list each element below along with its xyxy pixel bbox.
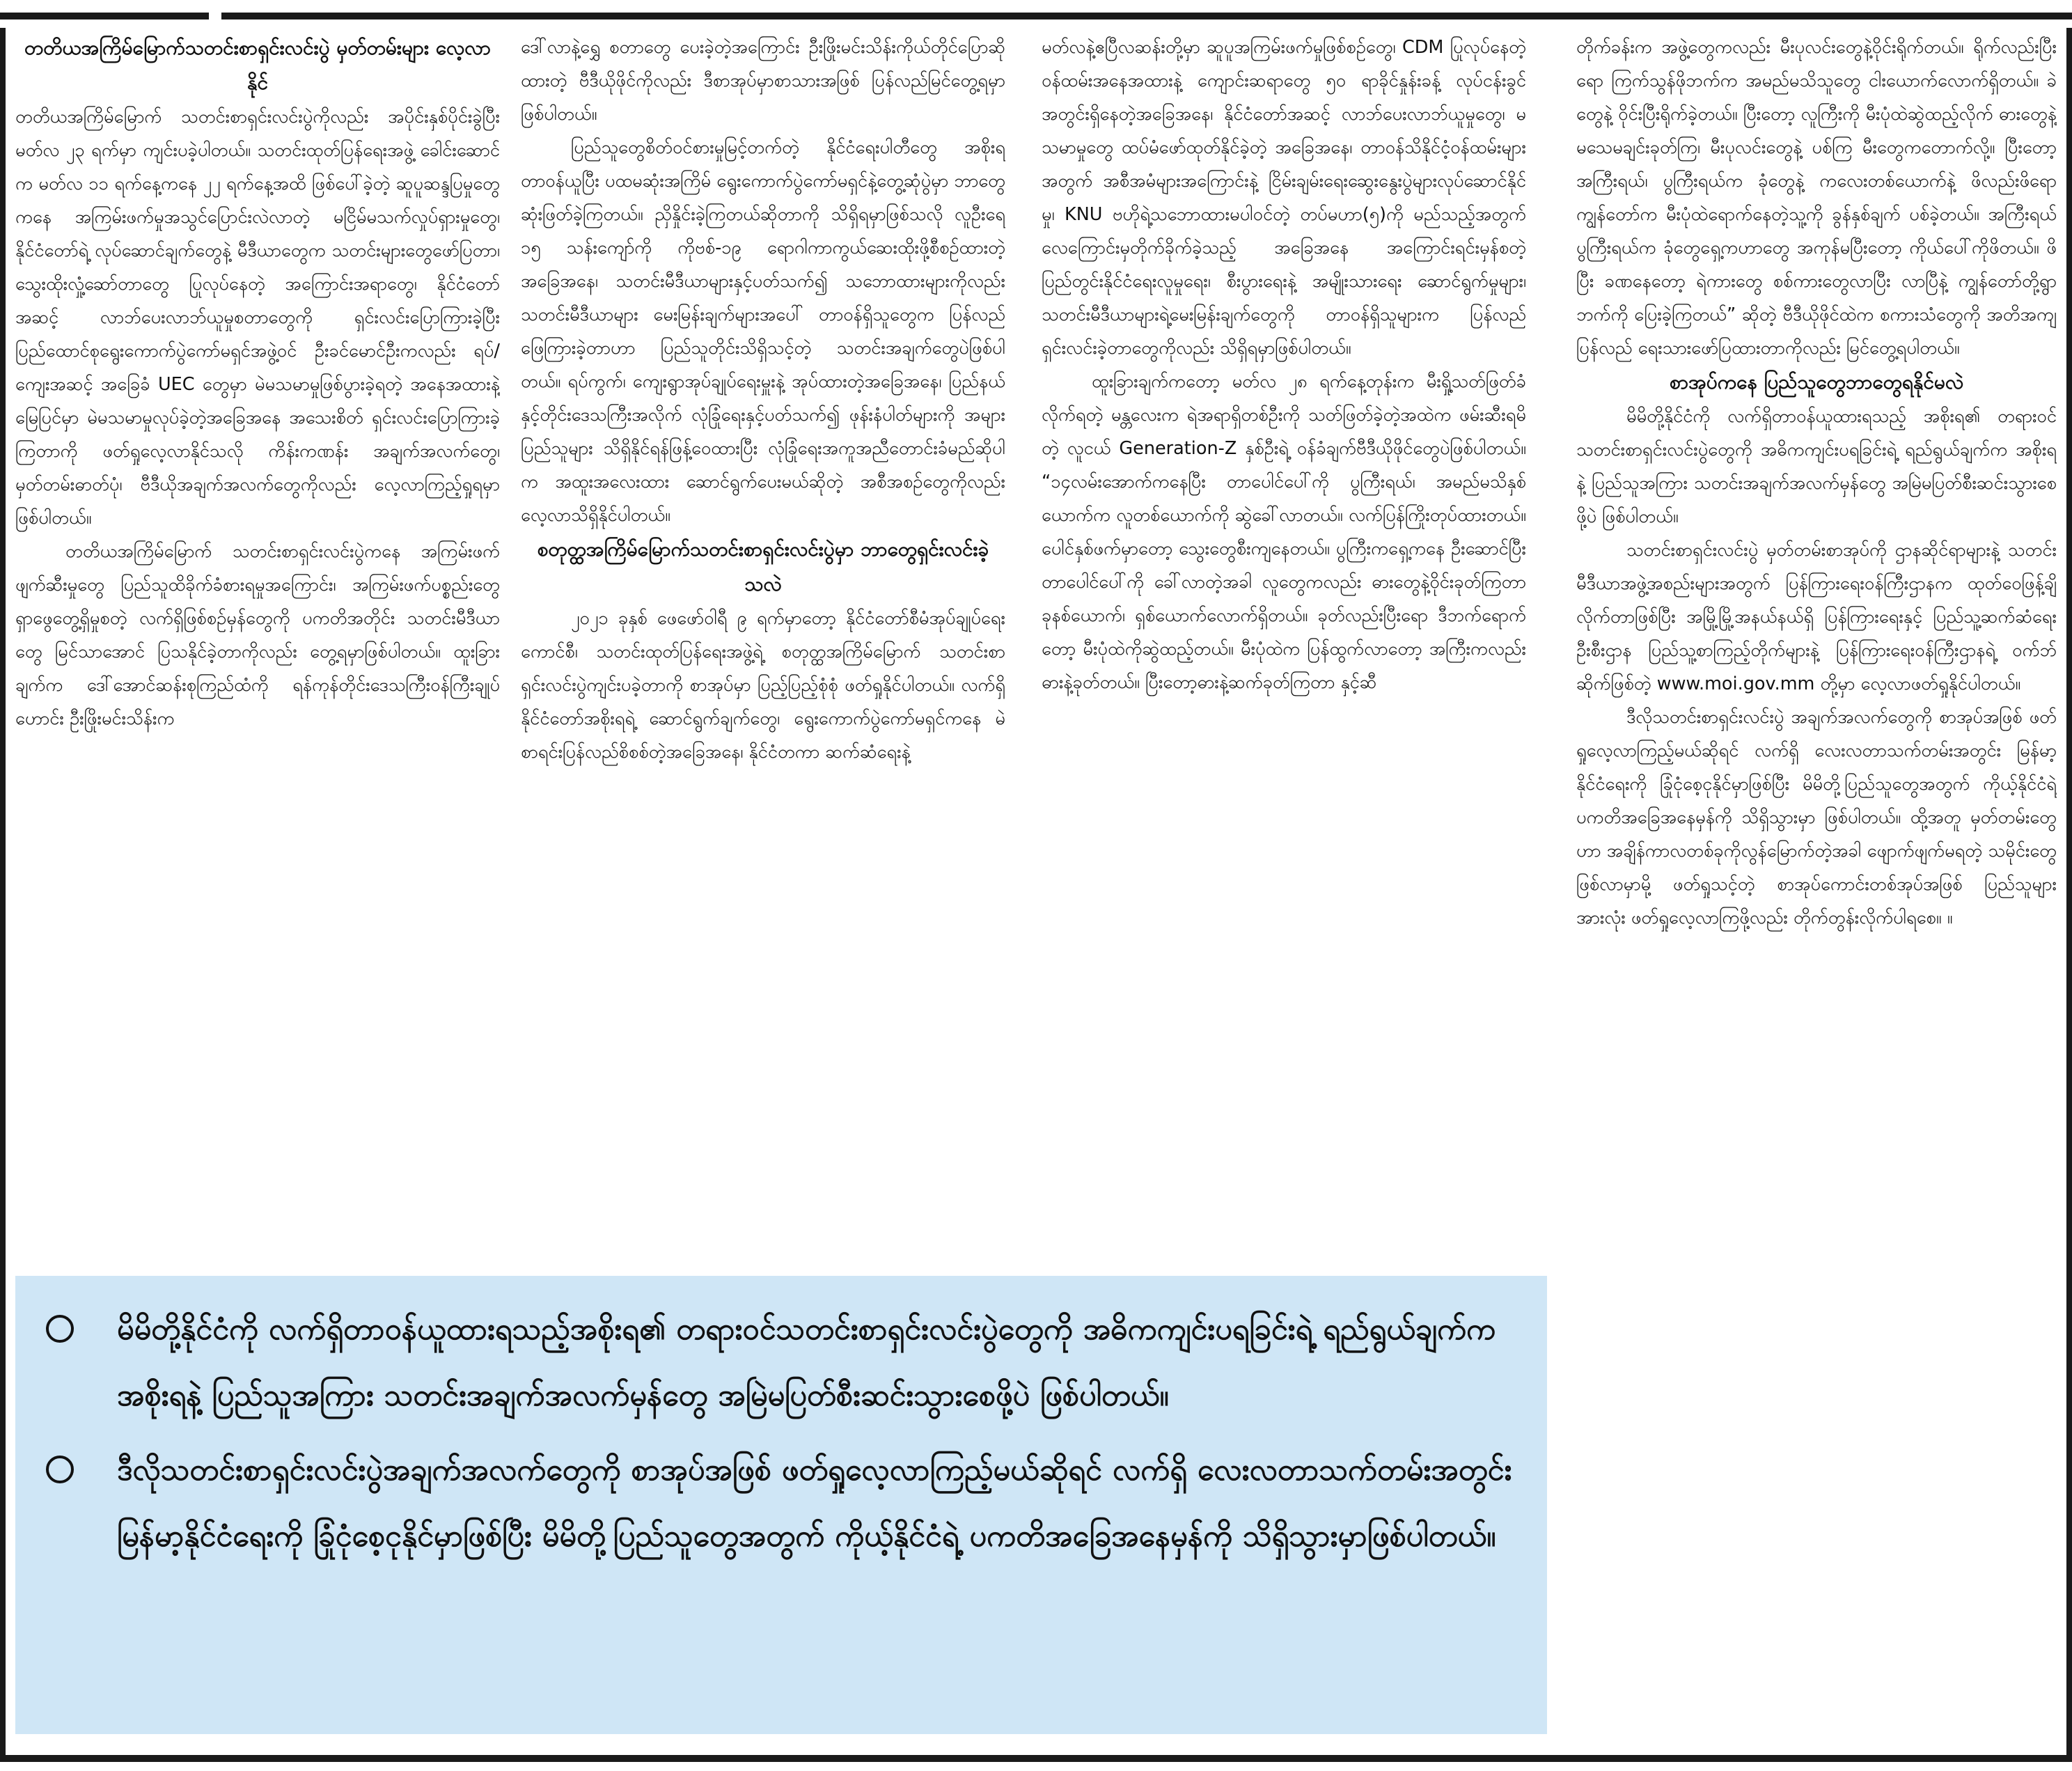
paragraph: ဒေါ်လာနဲ့ရွှေ စတာတွေ ပေးခဲ့တဲ့အကြောင်း ဦးဖြိုးမင်းသိန်းကိုယ်တိုင်ပြောဆိုထားတဲ့ ဗီဒီယိုဖိုင်ကိုလည်း ဒီစာအုပ်မှာစာသားအဖြစ် ပြန်လည်မြင်တွေ့ရမှာ ဖြစ်ပါတယ်။ [521,37,1005,125]
section-heading-book-benefits: စာအုပ်ကနေ ပြည်သူတွေဘာတွေရနိုင်မလဲ [1669,370,1964,393]
paragraph: သတင်းစာရှင်းလင်းပွဲ မှတ်တမ်းစာအုပ်ကို ဌာနဆိုင်ရာများနဲ့ သတင်းမီဒီယာအဖွဲ့အစည်းများအတွက် ပြန်ကြားရေးဝန်ကြီးဌာနက ထုတ်ဝေဖြန့်ချိလိုက်တာဖြစ်ပြီး အမြို့မြို့အနယ်နယ်ရှိ ပြန်ကြားရေးနှင့် ပြည်သူ့ဆက်ဆံရေးဦးစီးဌာန ပြည်သူ့စာကြည့်တိုက်များနဲ့ ပြန်ကြားရေးဝန်ကြီးဌာနရဲ့ ဝက်ဘ်ဆိုက်ဖြစ်တဲ့ www.moi.gov.mm တို့မှာ လေ့လာဖတ်ရှုနိုင်ပါတယ်။ [1576,540,2057,694]
frame-left-border [0,28,6,1755]
article-column-4 [1576,31,2057,1751]
paragraph: မိမိတို့နိုင်ငံကို လက်ရှိတာဝန်ယူထားရသည့် အစိုးရ၏ တရားဝင် သတင်းစာရှင်းလင်းပွဲတွေကို အဓိကကျင်းပရခြင်းရဲ့ ရည်ရွယ်ချက်က အစိုးရနဲ့ ပြည်သူအကြား သတင်းအချက်အလက်မှန်တွေ အမြဲမပြတ်စီးဆင်းသွားစေဖို့ပဲ ဖြစ်ပါတယ်။ [1576,406,2057,527]
paragraph: တတိယအကြိမ်မြောက် သတင်းစာရှင်းလင်းပွဲကိုလည်း အပိုင်းနှစ်ပိုင်းခွဲပြီး မတ်လ ၂၃ ရက်မှာ ကျင်းပခဲ့ပါတယ်။ သတင်းထုတ်ပြန်ရေးအဖွဲ့ ခေါင်းဆောင်က မတ်လ ၁၁ ရက်နေ့ကနေ ၂၂ ရက်နေ့အထိ ဖြစ်ပေါ်ခဲ့တဲ့ ဆူပူဆန္ဒပြမှုတွေကနေ အကြမ်းဖက်မှုအသွင်ပြောင်းလဲလာတဲ့ မငြိမ်မသက်လှုပ်ရှားမှုတွေ၊ နိုင်ငံတော်ရဲ့ လုပ်ဆောင်ချက်တွေနဲ့ မီဒီယာတွေက သတင်းများတွေဖော်ပြတာ၊ သွေးထိုးလှုံ့ဆော်တာတွေ ပြုလုပ်နေတဲ့ အကြောင်းအရာတွေ၊ နိုင်ငံတော်အဆင့် လာဘ်ပေးလာဘ်ယူမှုစတာတွေကို ရှင်းလင်းပြောကြားခဲ့ပြီး ပြည်ထောင်စုရွေးကောက်ပွဲကော်မရှင်အဖွဲ့ဝင် ဦးခင်မောင်ဦးကလည်း ရပ်/ကျေးအဆင့် အခြေခံ UEC တွေမှာ မဲမသမာမှုဖြစ်ပွားခဲ့ရတဲ့ အနေအထားနဲ့ မြေပြင်မှာ မဲမသမာမှုလုပ်ခဲ့တဲ့အခြေအနေ အသေးစိတ် ရှင်းလင်းပြောကြားခဲ့ကြတာကို ဖတ်ရှုလေ့လာနိုင်သလို ကိန်းကဏန်း အချက်အလက်တွေ၊ မှတ်တမ်းဓာတ်ပုံ၊ ဗီဒီယိုအချက်အလက်တွေကိုလည်း လေ့လာကြည့်ရှုရမှာ ဖြစ်ပါတယ်။ [15,107,500,529]
pull-quote-text: ဒီလိုသတင်းစာရှင်းလင်းပွဲအချက်အလက်တွေကို စာအုပ်အဖြစ် ဖတ်ရှုလေ့လာကြည့်မယ်ဆိုရင် လက်ရှိ လေးလတာသက်တမ်းအတွင်း မြန်မာ့နိုင်ငံရေးကို ခြုံငုံစေ့ငုနိုင်မှာဖြစ်ပြီး မိမိတို့ပြည်သူတွေအတွက် ကိုယ့်နိုင်ငံရဲ့ ပကတိအခြေအနေမှန်ကို သိရှိသွားမှာဖြစ်ပါတယ်။ [117,1453,1512,1554]
article-column-2 [521,31,1005,1265]
hollow-circle-icon [46,1315,74,1343]
paragraph: တတိယအကြိမ်မြောက် သတင်းစာရှင်းလင်းပွဲကနေ အကြမ်းဖက်ဖျက်ဆီးမှုတွေ ပြည်သူထိခိုက်ခံစားရမှုအကြောင်း၊ အကြမ်းဖက်ပစ္စည်းတွေ ရှာဖွေတွေ့ရှိမှုစတဲ့ လက်ရှိဖြစ်စဉ်မှန်တွေကို ပကတိအတိုင်း သတင်းမီဒီယာတွေ မြင်သာအောင် ပြသနိုင်ခဲ့တာကိုလည်း တွေ့ရမှာဖြစ်ပါတယ်။ ထူးခြားချက်က ဒေါ်အောင်ဆန်းစုကြည်ထံကို ရန်ကုန်တိုင်းဒေသကြီးဝန်ကြီးချုပ်ဟောင်း ဦးဖြိုးမင်းသိန်းက [15,541,500,729]
article-column-3 [1042,31,1526,1265]
frame-bottom-border [0,1755,2072,1762]
paragraph: ဒီလိုသတင်းစာရှင်းလင်းပွဲ အချက်အလက်တွေကို စာအုပ်အဖြစ် ဖတ်ရှုလေ့လာကြည့်မယ်ဆိုရင် လက်ရှိ လေးလတာသက်တမ်းအတွင်း မြန်မာ့နိုင်ငံရေးကို ခြုံငုံစေ့ငုနိုင်မှာဖြစ်ပြီး မိမိတို့ပြည်သူတွေအတွက် ကိုယ့်နိုင်ငံရဲ့ ပကတိအခြေအနေမှန်ကို သိရှိသွားမှာ ဖြစ်ပါတယ်။ ထို့အတူ မှတ်တမ်းတွေဟာ အချိန်ကာလတစ်ခုကိုလွန်မြောက်တဲ့အခါ ဖျောက်ဖျက်မရတဲ့ သမိုင်းတွေဖြစ်လာမှာမို့ ဖတ်ရှုသင့်တဲ့ စာအုပ်ကောင်းတစ်အုပ်အဖြစ် ပြည်သူများအားလုံး ဖတ်ရှုလေ့လာကြဖို့လည်း တိုက်တွန်းလိုက်ပါရစေ။ ။ [1576,707,2057,928]
top-rule [221,13,2072,19]
article-column-1 [15,31,500,1265]
section-heading-third-press-conference: တတိယအကြိမ်မြောက်သတင်းစာရှင်းလင်းပွဲ မှတ်တမ်းများ လေ့လာနိုင် [24,36,492,94]
hollow-circle-icon [46,1456,74,1483]
highlight-pull-quote-box [15,1276,1547,1734]
frame-right-border [2066,28,2072,1755]
pull-quote-item [40,1297,1522,1429]
paragraph: မတ်လနဲ့ဧပြီလဆန်းတို့မှာ ဆူပူအကြမ်းဖက်မှုဖြစ်စဉ်တွေ၊ CDM ပြုလုပ်နေတဲ့ ဝန်ထမ်းအနေအထားနဲ့ ကျောင်းဆရာတွေ ၅၀ ရာခိုင်နှုန်းခန့် လုပ်ငန်းခွင်အတွင်းရှိနေတဲ့အခြေအနေ၊ နိုင်ငံတော်အဆင့် လာဘ်ပေးလာဘ်ယူမှုတွေ၊ မသမာမှုတွေ ထပ်မံဖော်ထုတ်နိုင်ခဲ့တဲ့ အခြေအနေ၊ တာဝန်သိနိုင်ငံ့ဝန်ထမ်းများအတွက် အစီအမံများအကြောင်းနဲ့ ငြိမ်းချမ်းရေးဆွေးနွေးပွဲများလုပ်ဆောင်နိုင်မှု၊ KNU ဗဟိုရဲ့သဘောထားမပါဝင်တဲ့ တပ်မဟာ(၅)ကို မည်သည့်အတွက် လေကြောင်းမှတိုက်ခိုက်ခဲ့သည့် အခြေအနေ အကြောင်းရင်းမှန်စတဲ့ ပြည်တွင်းနိုင်ငံရေးလူမှုရေး၊ စီးပွားရေးနဲ့ အမျိုးသားရေး ဆောင်ရွက်မှုများ၊ သတင်းမီဒီယာများရဲ့မေးမြန်းချက်တွေကို တာဝန်ရှိသူများက ပြန်လည်ရှင်းလင်းခဲ့တာတွေကိုလည်း သိရှိရမှာဖြစ်ပါတယ်။ [1042,37,1526,359]
paragraph: တိုက်ခန်းက အဖွဲ့တွေကလည်း မီးပုလင်းတွေနဲ့ဝိုင်းရိုက်တယ်။ ရိုက်လည်းပြီးရော ကြက်သွန်ဖိုဘက်က အမည်မသိသူတွေ ငါးယောက်လောက်ရှိတယ်။ ခဲတွေနဲ့ ဝိုင်းပြီးရိုက်ခဲ့တယ်။ ပြီးတော့ လူကြီးကို မီးပုံထဲဆွဲထည့်လိုက် ဓားတွေနဲ့ မသေမချင်းခုတ်ကြ၊ မီးပုလင်းတွေနဲ့ ပစ်ကြ မီးတွေကတောက်လို့။ ပြီးတော့ အကြီးရယ်၊ ပွကြီးရယ်က ခုံတွေနဲ့ ကလေးတစ်ယောက်နဲ့ ဖိလည်းဖိရော ကျွန်တော်က မီးပုံထဲရောက်နေတဲ့သူ့ကို ခွန်နှစ်ချက် ပစ်ခဲ့တယ်။ အကြီးရယ် ပွကြီးရယ်က ခုံတွေရှေ့ကဟာတွေ အကုန်မပြီးတော့ ကိုယ်ပေါ်ကိုဖိတယ်။ ဖိပြီး ခဏနေတော့ ရဲကားတွေ စစ်ကားတွေလာပြီး လာပြီနဲ့ ကျွန်တော်တို့ရွာဘက်ကို ပြေးခဲ့ကြတယ်” ဆိုတဲ့ ဗီဒီယိုဖိုင်ထဲက စကားသံတွေကို အတိအကျပြန်လည် ရေးသားဖော်ပြထားတာကိုလည်း မြင်တွေ့ရပါတယ်။ [1576,37,2057,359]
paragraph: ထူးခြားချက်ကတော့ မတ်လ ၂၈ ရက်နေ့တုန်းက မီးရှို့သတ်ဖြတ်ခံလိုက်ရတဲ့ မန္တလေးက ရဲအရာရှိတစ်ဦးကို သတ်ဖြတ်ခဲ့တဲ့အထဲက ဖမ်းဆီးရမိတဲ့ လူငယ် Generation-Z နှစ်ဦးရဲ့ ဝန်ခံချက်ဗီဒီယိုဖိုင်တွေပဲဖြစ်ပါတယ်။ “၁၄လမ်းအောက်ကနေပြီး တာပေါင်ပေါ်ကို ပွကြီးရယ်၊ အမည်မသိနှစ်ယောက်က လူတစ်ယောက်ကို ဆွဲခေါ်လာတယ်။ လက်ပြန်ကြိုးတုပ်ထားတယ်။ ပေါင်နှစ်ဖက်မှာတော့ သွေးတွေစီးကျနေတယ်။ ပွကြီးကရှေ့ကနေ ဦးဆောင်ပြီး တာပေါင်ပေါ်ကို ခေါ်လာတဲ့အခါ လူတွေကလည်း ဓားတွေနဲ့ဝိုင်းခုတ်ကြတာ ခုနစ်ယောက်၊ ရှစ်ယောက်လောက်ရှိတယ်။ ခုတ်လည်းပြီးရော ဒီဘက်ရောက်တော့ မီးပုံထဲကိုဆွဲထည့်တယ်။ မီးပုံထဲက ပြန်ထွက်လာတော့ အကြီးကလည်း ဓားနဲ့ခုတ်တယ်။ ပြီးတော့ဓားနဲ့ဆက်ခုတ်ကြတာ နှင့်ဆီ [1042,371,1526,693]
section-heading-fourth-press-conference: စတုတ္ထအကြိမ်မြောက်သတင်းစာရှင်းလင်းပွဲမှာ ဘာတွေရှင်းလင်းခဲ့သလဲ [537,538,989,595]
pull-quote-item [40,1437,1522,1570]
top-rule-left [0,13,209,19]
paragraph: ၂၀၂၁ ခုနှစ် ဖေဖော်ဝါရီ ၉ ရက်မှာတော့ နိုင်ငံတော်စီမံအုပ်ချုပ်ရေးကောင်စီ၊ သတင်းထုတ်ပြန်ရေးအဖွဲ့ရဲ့ စတုတ္ထအကြိမ်မြောက် သတင်းစာရှင်းလင်းပွဲကျင်းပခဲ့တာကို စာအုပ်မှာ ပြည့်ပြည့်စုံစုံ ဖတ်ရှုနိုင်ပါတယ်။ လက်ရှိနိုင်ငံတော်အစိုးရရဲ့ ဆောင်ရွက်ချက်တွေ၊ ရွေးကောက်ပွဲကော်မရှင်ကနေ မဲစာရင်းပြန်လည်စိစစ်တဲ့အခြေအနေ၊ နိုင်ငံတကာ ဆက်ဆံရေးနဲ့ [521,608,1005,763]
paragraph: ပြည်သူတွေစိတ်ဝင်စားမှုမြင့်တက်တဲ့ နိုင်ငံရေးပါတီတွေ အစိုးရတာဝန်ယူပြီး ပထမဆုံးအကြိမ် ရွေးကောက်ပွဲကော်မရှင်နဲ့တွေ့ဆုံပွဲမှာ ဘာတွေဆုံးဖြတ်ခဲ့ကြတယ်။ ညှိနှိုင်းခဲ့ကြတယ်ဆိုတာကို သိရှိရမှာဖြစ်သလို လူဦးရေ ၁၅ သန်းကျော်ကို ကိုဗစ်-၁၉ ရောဂါကာကွယ်ဆေးထိုးဖို့စီစဉ်ထားတဲ့ အခြေအနေ၊ သတင်းမီဒီယာများနှင့်ပတ်သက်၍ သဘောထားများကိုလည်း သတင်းမီဒီယာများ မေးမြန်းချက်များအပေါ် တာဝန်ရှိသူတွေက ပြန်လည်ဖြေကြားခဲ့တာဟာ ပြည်သူတိုင်းသိရှိသင့်တဲ့ သတင်းအချက်တွေပဲဖြစ်ပါတယ်။ ရပ်ကွက်၊ ကျေးရွာအုပ်ချုပ်ရေးမှူးနဲ့ အုပ်ထားတဲ့အခြေအနေ၊ ပြည်နယ်နှင့်တိုင်းဒေသကြီးအလိုက် လုံခြုံရေးနှင့်ပတ်သက်၍ ဖုန်းနံပါတ်များကို အများပြည်သူများ သိရှိနိုင်ရန်ဖြန့်ဝေထားပြီး လုံခြုံရေးအကူအညီတောင်းခံမည်ဆိုပါက အထူးအလေးထား ဆောင်ရွက်ပေးမယ်ဆိုတဲ့ အစီအစဉ်တွေကိုလည်း လေ့လာသိရှိနိုင်ပါတယ်။ [521,137,1005,526]
pull-quote-text: မိမိတို့နိုင်ငံကို လက်ရှိတာဝန်ယူထားရသည့်အစိုးရ၏ တရားဝင်သတင်းစာရှင်းလင်းပွဲတွေကို အဓိကကျင်းပရခြင်းရဲ့ ရည်ရွယ်ချက်က အစိုးရနဲ့ ပြည်သူအကြား သတင်းအချက်အလက်မှန်တွေ အမြဲမပြတ်စီးဆင်းသွားစေဖို့ပဲ ဖြစ်ပါတယ်။ [117,1312,1496,1413]
